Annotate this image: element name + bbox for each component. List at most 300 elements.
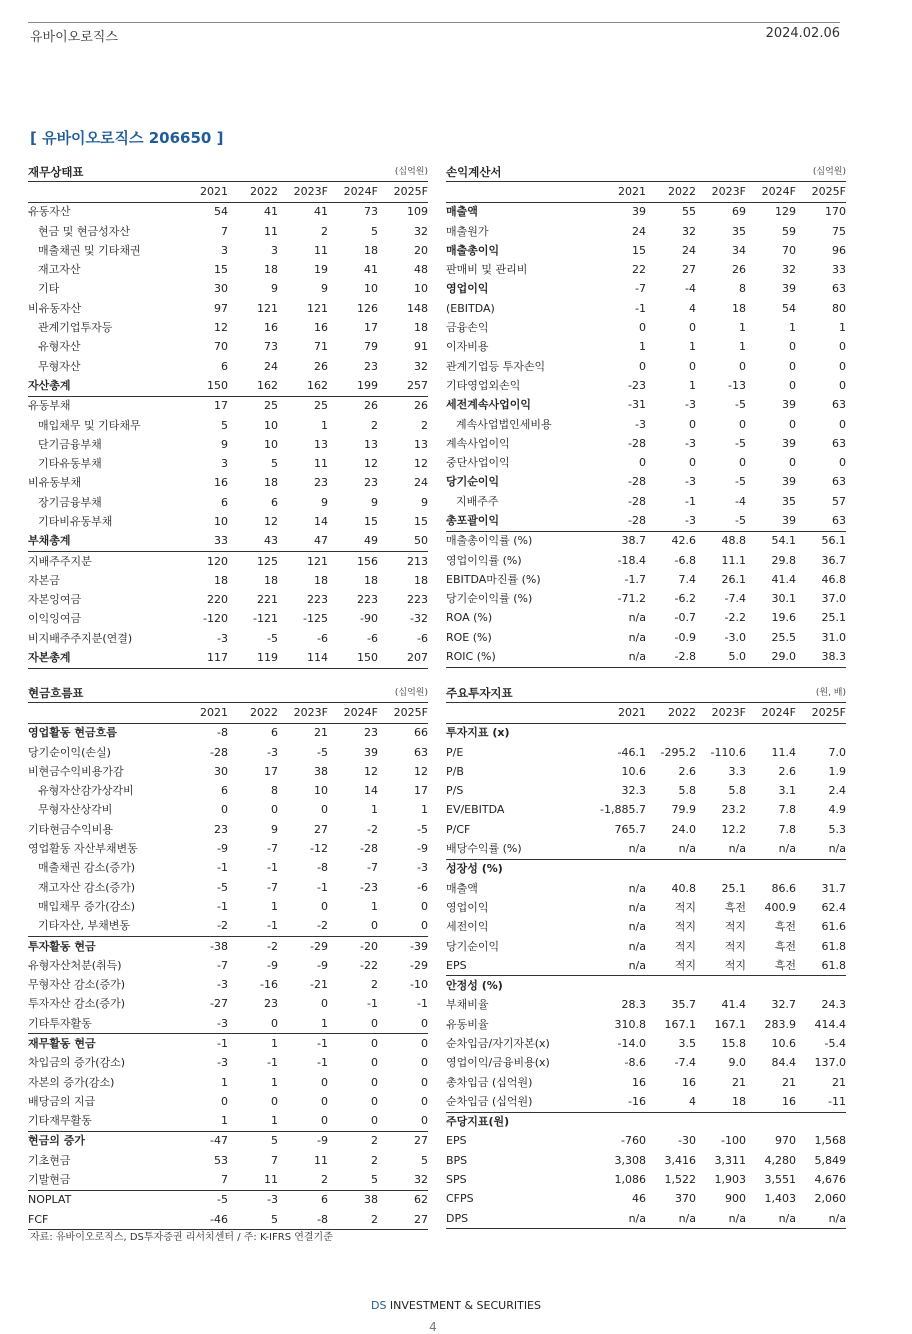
cell-value: 30 (214, 282, 228, 296)
cell-value: -8.6 (624, 1056, 646, 1070)
row-label: 매출채권 감소(증가) (38, 861, 136, 875)
cell-value: 27 (314, 822, 328, 836)
cell-value: 27 (378, 1131, 428, 1151)
cell-value: 1 (689, 340, 696, 354)
cell-value: 42.6 (646, 531, 696, 551)
table-row (28, 743, 428, 762)
cell-value: 1 (421, 803, 428, 817)
cell-value: 12 (414, 457, 428, 471)
cell-value: n/a (778, 842, 796, 856)
row-label: 기타현금수익비용 (28, 822, 114, 836)
cell-value: -5 (735, 398, 746, 412)
row-label: 장기금융부채 (38, 495, 102, 509)
cell-value: -7 (217, 958, 228, 972)
row-label: 기타영업외손익 (446, 378, 521, 392)
cell-value: 32 (414, 224, 428, 238)
cell-value (696, 723, 746, 743)
cell-value: 10 (364, 282, 378, 296)
cell-value: -2.8 (646, 647, 696, 667)
cell-value: 32 (782, 263, 796, 277)
table-row (28, 376, 428, 396)
table-title: 주요투자지표 (446, 683, 596, 703)
cell-value: 8 (739, 282, 746, 296)
row-label: 기타자산, 부채변동 (38, 919, 131, 933)
cell-value (746, 1112, 796, 1132)
cell-value: 16 (264, 321, 278, 335)
table-row (28, 1014, 428, 1034)
year-header: 2024F (328, 182, 378, 202)
cell-value: 2 (371, 978, 378, 992)
cell-value (746, 859, 796, 879)
cell-value: 14 (364, 784, 378, 798)
cell-value: 24.3 (821, 998, 846, 1012)
table-row (446, 222, 846, 241)
cell-value: 414.4 (814, 1017, 846, 1031)
row-label: 자본총계 (28, 648, 178, 668)
cell-value: 14 (314, 514, 328, 528)
table-unit: (십억원) (378, 683, 428, 703)
cell-value: 0 (689, 359, 696, 373)
cell-value (596, 859, 646, 879)
income-statement-table (446, 162, 846, 668)
row-label: 영업이익/금융비용(x) (446, 1056, 550, 1070)
cell-value: 1 (371, 803, 378, 817)
cell-value: -3 (685, 513, 696, 527)
cell-value: 32 (414, 1173, 428, 1187)
cell-value: -6 (417, 880, 428, 894)
table-row (446, 590, 846, 609)
cell-value: 7.8 (778, 822, 796, 836)
cell-value: 13 (364, 437, 378, 451)
cell-value: -5 (317, 745, 328, 759)
row-label: 매출채권 및 기타채권 (38, 243, 141, 257)
row-label: (EBITDA) (446, 301, 495, 315)
row-label: 매출원가 (446, 224, 489, 238)
row-label: 매출액 (446, 205, 478, 219)
year-header: 2021 (178, 182, 228, 202)
cell-value: -28 (210, 745, 228, 759)
cell-value: 46.8 (821, 572, 846, 586)
cell-value: 3,308 (614, 1153, 646, 1167)
cell-value: 47 (314, 534, 328, 548)
cell-value: 75 (832, 224, 846, 238)
cell-value: -1 (267, 1056, 278, 1070)
cell-value: 25 (228, 396, 278, 416)
table-row (446, 202, 846, 222)
cell-value: 7 (221, 1173, 228, 1187)
cell-value (696, 976, 746, 996)
table-row (28, 338, 428, 357)
cell-value: -1 (685, 494, 696, 508)
table-row (28, 956, 428, 975)
cell-value: 5.8 (728, 784, 746, 798)
row-label: 영업이익률 (%) (446, 553, 522, 567)
cell-value: 1,903 (714, 1173, 746, 1187)
row-label: ROE (%) (446, 630, 492, 644)
cell-value: 3 (221, 243, 228, 257)
table-row (28, 629, 428, 648)
cell-value: 18 (414, 321, 428, 335)
row-label: 현금의 증가 (28, 1131, 178, 1151)
table-row (446, 531, 846, 551)
footer-brand-rest: INVESTMENT & SECURITIES (386, 1299, 541, 1312)
cell-value: 39 (782, 513, 796, 527)
row-label: 현금 및 현금성자산 (38, 224, 131, 238)
row-label: 영업활동 자산부채변동 (28, 842, 138, 856)
cell-value: n/a (628, 958, 646, 972)
table-row (446, 1034, 846, 1053)
cell-value: 17 (178, 396, 228, 416)
cell-value (746, 723, 796, 743)
cell-value: 0 (689, 456, 696, 470)
row-label: 중단사업이익 (446, 456, 510, 470)
cell-value: 31.0 (821, 630, 846, 644)
cell-value: 5 (371, 1173, 378, 1187)
cell-value: -9 (278, 1131, 328, 1151)
table-row (28, 975, 428, 994)
cell-value: -4 (735, 494, 746, 508)
table-row (28, 202, 428, 222)
cell-value: 9 (271, 822, 278, 836)
cell-value: 61.8 (821, 958, 846, 972)
cell-value: 49 (364, 534, 378, 548)
cell-value: 33 (214, 534, 228, 548)
cell-value: 흑전 (774, 920, 796, 934)
year-header: 2023F (696, 182, 746, 202)
cell-value: -120 (203, 612, 228, 626)
cell-value: 0 (789, 417, 796, 431)
cell-value: 4 (689, 1094, 696, 1108)
cell-value: 10.6 (771, 1036, 796, 1050)
cell-value: 1,568 (814, 1134, 846, 1148)
table-row (28, 416, 428, 435)
row-label: 영업이익 (446, 900, 489, 914)
cell-value: 0 (328, 1034, 378, 1054)
cell-value: 79 (364, 340, 378, 354)
cell-value: 27 (378, 1210, 428, 1230)
year-header: 2025F (796, 182, 846, 202)
table-row (28, 1034, 428, 1054)
row-label: 이자비용 (446, 340, 489, 354)
cell-value: 0 (689, 417, 696, 431)
cell-value: 1 (371, 899, 378, 913)
header-date: 2024.02.06 (765, 26, 840, 41)
cell-value: -16 (628, 1094, 646, 1108)
cell-value: 0 (421, 1056, 428, 1070)
cell-value: 3 (221, 457, 228, 471)
cell-value: 16 (314, 321, 328, 335)
table-row (446, 396, 846, 415)
row-label: 비현금수익비용가감 (28, 764, 124, 778)
table-row (28, 878, 428, 897)
cell-value: -5 (178, 1190, 228, 1210)
cell-value: 63 (832, 513, 846, 527)
table-title: 현금흐름표 (28, 683, 178, 703)
cell-value: -3 (685, 436, 696, 450)
balance-sheet-table (28, 162, 428, 669)
row-label: 이익잉여금 (28, 612, 82, 626)
cell-value: -3 (685, 475, 696, 489)
table-row (28, 591, 428, 610)
row-label: 기타 (38, 282, 60, 296)
row-label: 총포괄이익 (446, 513, 500, 527)
cell-value: 0 (839, 417, 846, 431)
cell-value: 9.0 (728, 1056, 746, 1070)
cell-value: -2 (228, 936, 278, 956)
cell-value: 2.6 (778, 764, 796, 778)
cell-value: -3 (217, 1056, 228, 1070)
cell-value: 1 (321, 1016, 328, 1030)
row-label: 비유동부채 (28, 476, 82, 490)
cell-value: 적지 (724, 939, 746, 953)
table-caption-row (446, 162, 846, 182)
cell-value: 0 (639, 321, 646, 335)
cell-value: 54.1 (746, 531, 796, 551)
year-header: 2021 (178, 703, 228, 723)
cell-value: -7 (635, 282, 646, 296)
table-row (446, 937, 846, 956)
cell-value: 17 (364, 321, 378, 335)
cell-value: -32 (410, 612, 428, 626)
cell-value: 0 (689, 321, 696, 335)
cell-value: 적지 (724, 920, 746, 934)
cell-value: 0 (371, 1075, 378, 1089)
cell-value: n/a (646, 1209, 696, 1229)
table-row (28, 474, 428, 493)
row-label: 재고자산 (38, 263, 81, 277)
cell-value: -47 (178, 1131, 228, 1151)
cell-value: 0 (421, 1016, 428, 1030)
cell-value: 167.1 (714, 1017, 746, 1031)
row-label: EPS (446, 958, 467, 972)
cell-value: 18 (364, 243, 378, 257)
cell-value: 1 (689, 378, 696, 392)
cell-value: 5.3 (828, 822, 846, 836)
cell-value (796, 723, 846, 743)
table-row (28, 512, 428, 531)
row-label: 배당수익률 (%) (446, 842, 522, 856)
cell-value: 0 (421, 919, 428, 933)
cell-value: -760 (621, 1134, 646, 1148)
table-row (446, 898, 846, 917)
row-label: 자본잉여금 (28, 593, 82, 607)
cell-value: 5 (371, 224, 378, 238)
cell-value: 28.3 (621, 998, 646, 1012)
table-row (446, 1151, 846, 1170)
cell-value: 26 (378, 396, 428, 416)
cell-value: 3,311 (714, 1153, 746, 1167)
cell-value: 2 (321, 224, 328, 238)
cell-value: 121 (307, 301, 328, 315)
row-label: 당기순이익 (446, 939, 500, 953)
year-header: 2024F (746, 182, 796, 202)
row-label: 지배주주지분 (28, 551, 178, 571)
row-label: SPS (446, 1173, 467, 1187)
cell-value: 26.1 (721, 572, 746, 586)
cell-value: 5.8 (678, 784, 696, 798)
cell-value: 223 (357, 593, 378, 607)
row-label: 유형자산 (38, 340, 81, 354)
row-label: 영업활동 현금흐름 (28, 726, 117, 740)
row-label: 총차입금 (십억원) (446, 1075, 533, 1089)
table-row (446, 1073, 846, 1092)
cell-value: 23.2 (721, 803, 746, 817)
cell-value: 18 (264, 573, 278, 587)
cell-value: 26 (314, 359, 328, 373)
cell-value: 126 (357, 301, 378, 315)
cell-value: 36.7 (821, 553, 846, 567)
cell-value: 11 (264, 1173, 278, 1187)
cell-value: 0 (371, 1114, 378, 1128)
header-company: 유바이오로직스 (30, 30, 118, 45)
cell-value: 121 (257, 301, 278, 315)
row-label: 순차입금 (십억원) (446, 1094, 533, 1108)
cell-value: 46 (632, 1192, 646, 1206)
cell-value: -3 (217, 978, 228, 992)
table-row (28, 551, 428, 571)
cell-value: -3.0 (724, 630, 746, 644)
table-row (28, 571, 428, 590)
cell-value: -2 (317, 919, 328, 933)
cell-value: 16 (682, 1075, 696, 1089)
header-rule (28, 22, 840, 23)
cell-value: -7 (267, 880, 278, 894)
cell-value: -71.2 (617, 592, 646, 606)
row-label: 관계기업투자등 (38, 321, 113, 335)
cell-value: -13 (728, 378, 746, 392)
cell-value (596, 976, 646, 996)
cell-value: -28 (360, 842, 378, 856)
cell-value: -7 (367, 861, 378, 875)
cell-value: 150 (207, 378, 228, 392)
cell-value: 25.5 (771, 630, 796, 644)
cell-value: 1 (221, 1114, 228, 1128)
table-row (28, 1073, 428, 1092)
cell-value: 0 (421, 1094, 428, 1108)
cell-value: 162 (307, 378, 328, 392)
row-label: 기말현금 (28, 1173, 71, 1187)
cell-value: 0 (639, 359, 646, 373)
table-row (446, 357, 846, 376)
row-label: ROA (%) (446, 611, 493, 625)
cell-value: 27 (682, 263, 696, 277)
cell-value: 7.0 (828, 745, 846, 759)
table-row (446, 609, 846, 628)
cell-value: 129 (775, 205, 796, 219)
cell-value: 16 (632, 1075, 646, 1089)
cell-value: 0 (378, 1034, 428, 1054)
table-row (28, 299, 428, 318)
row-label: 매출총이익률 (%) (446, 531, 596, 551)
row-label: P/S (446, 784, 464, 798)
cell-value: 12 (364, 764, 378, 778)
table-row (446, 551, 846, 570)
cell-value: 0 (739, 417, 746, 431)
row-label: 재무활동 현금 (28, 1034, 178, 1054)
cell-value: 23 (364, 726, 378, 740)
cell-value: 12 (214, 321, 228, 335)
cell-value: 2.6 (678, 764, 696, 778)
cell-value: 1 (271, 1114, 278, 1128)
table-row (446, 1092, 846, 1112)
year-header: 2022 (228, 703, 278, 723)
cell-value: -8 (278, 1210, 328, 1230)
row-label: 당기순이익률 (%) (446, 592, 533, 606)
cell-value: 9 (321, 495, 328, 509)
table-row (28, 1190, 428, 1210)
cell-value (796, 976, 846, 996)
cell-value: 32 (414, 359, 428, 373)
row-label: 세전계속사업이익 (446, 398, 532, 412)
row-label: 재고자산 감소(증가) (38, 880, 136, 894)
cell-value: 1,086 (614, 1173, 646, 1187)
cell-value: 6 (271, 726, 278, 740)
row-label: 기타투자활동 (28, 1016, 92, 1030)
cell-value: -1 (317, 880, 328, 894)
cell-value: -10 (410, 978, 428, 992)
cell-value: 29.0 (746, 647, 796, 667)
cell-value: -125 (303, 612, 328, 626)
cell-value: 0 (371, 1094, 378, 1108)
cell-value (646, 976, 696, 996)
cell-value: -3 (267, 745, 278, 759)
cell-value (646, 1112, 696, 1132)
cell-value: 1 (228, 1034, 278, 1054)
cell-value: n/a (628, 842, 646, 856)
cell-value: 1 (221, 1075, 228, 1089)
cell-value: -3 (635, 417, 646, 431)
table-row (446, 647, 846, 667)
table-row (28, 435, 428, 454)
row-label: 기타유동부채 (38, 457, 102, 471)
table-row (28, 936, 428, 956)
cell-value: 13 (414, 437, 428, 451)
row-label: P/E (446, 745, 464, 759)
row-label: 비유동자산 (28, 301, 82, 315)
cell-value: 2 (421, 418, 428, 432)
cell-value: n/a (728, 842, 746, 856)
cell-value (696, 1112, 746, 1132)
table-row (446, 318, 846, 337)
cell-value: 54 (214, 205, 228, 219)
cell-value: -295.2 (660, 745, 696, 759)
cell-value: 11.1 (721, 553, 746, 567)
cell-value: 23 (364, 359, 378, 373)
year-header: 2023F (696, 703, 746, 723)
cell-value: 156 (328, 551, 378, 571)
cell-value: -1.7 (624, 572, 646, 586)
table-row (28, 1054, 428, 1073)
cell-value: 11 (314, 243, 328, 257)
cell-value: 57 (832, 494, 846, 508)
cell-value: -38 (178, 936, 228, 956)
cell-value: 0 (221, 803, 228, 817)
cell-value: 적지 (674, 958, 696, 972)
cell-value: 0 (321, 1094, 328, 1108)
cell-value: n/a (596, 647, 646, 667)
row-label: 투자자산 감소(증가) (28, 997, 126, 1011)
cell-value: 6 (271, 495, 278, 509)
cell-value: n/a (628, 920, 646, 934)
cell-value: 적지 (724, 958, 746, 972)
cell-value: 4.9 (828, 803, 846, 817)
cell-value: -1 (278, 1034, 328, 1054)
table-row (446, 743, 846, 762)
table-row (446, 1015, 846, 1034)
cell-value (646, 859, 696, 879)
cell-value: -6 (417, 631, 428, 645)
table-row (446, 1112, 846, 1132)
